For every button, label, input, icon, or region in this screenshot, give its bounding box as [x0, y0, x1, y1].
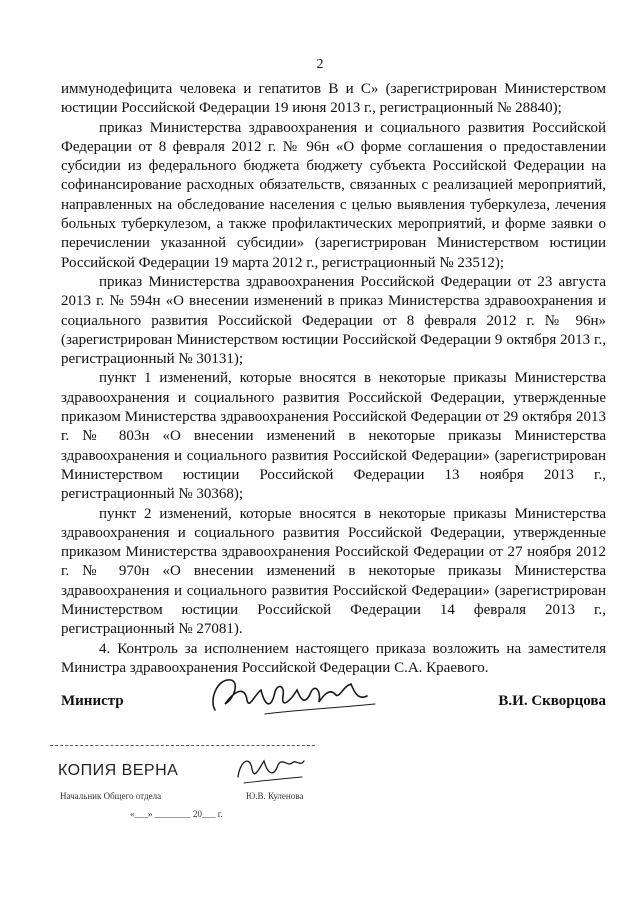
copy-certified-label: КОПИЯ ВЕРНА [58, 762, 179, 779]
paragraph: пункт 2 изменений, которые вносятся в некоторые приказы Министерства здравоохранения и социального развития Российской Федерации, утвержденные приказом Министерства здравоохранения Российской Федерации от 27 ноября 2012 г. № 970н «О внесении изменений в некоторые приказы Министерства здравоохранения и социального развития Российской Федерации» (зарегистрирован Министерством юстиции Российской Федерации 14 февраля 2013 г., регистрационный № 27081). [61, 505, 606, 638]
paragraph: иммунодефицита человека и гепатитов В и С» (зарегистрирован Министерством юстиции Российской Федерации 19 июня 2013 г., регистрационный № 28840); [61, 81, 606, 117]
paragraph: приказ Министерства здравоохранения Российской Федерации от 23 августа 2013 г. № 594н «О внесении изменений в приказ Министерства здравоохранения и социального развития Российской Федерации от 8 февраля 2012 г. № 96н» (зарегистрирован Министерством юстиции Российской Федерации 9 октября 2013 г., регистрационный № 30131); [61, 273, 606, 368]
copy-certification-stamp [50, 745, 350, 835]
paragraph: пункт 1 изменений, которые вносятся в некоторые приказы Министерства здравоохранения и социального развития Российской Федерации, утвержденные приказом Министерства здравоохранения Российской Федерации от 29 октября 2013 г. № 803н «О внесении изменений в некоторые приказы Министерства здравоохранения и социального развития Российской Федерации» (зарегистрирован Министерством юстиции Российской Федерации 13 ноября 2013 г., регистрационный № 30368); [61, 370, 606, 503]
stamp-date: «___» ________ 20___ г. [130, 809, 223, 819]
signer-title: Министр [61, 693, 124, 709]
stamp-name: Ю.В. Куленова [246, 791, 304, 801]
copy-signature [230, 747, 310, 791]
document-body [61, 80, 606, 678]
paragraph: приказ Министерства здравоохранения и социального развития Российской Федерации от 8 февраля 2012 г. № 96н «О форме соглашения о предоставлении субсидии из федерального бюджета бюджету субъекта Российской Федерации на софинансирование расходных обязательств, связанных с реализацией мероприятий, направленных на обследование населения с целью выявления туберкулеза, лечения больных туберкулезом, а также профилактических мероприятий, и форме заявки о перечислении указанной субсидии» (зарегистрирован Министерством юстиции Российской Федерации 19 марта 2012 г., регистрационный № 23512); [61, 119, 606, 271]
signature-row [61, 693, 606, 717]
page-number: 2 [316, 57, 324, 72]
paragraph: 4. Контроль за исполнением настоящего приказа возложить на заместителя Министра здравоохранения Российской Федерации С.А. Краевого. [61, 640, 606, 676]
signer-name: В.И. Скворцова [498, 693, 606, 709]
stamp-role: Начальник Общего отдела [60, 791, 162, 801]
